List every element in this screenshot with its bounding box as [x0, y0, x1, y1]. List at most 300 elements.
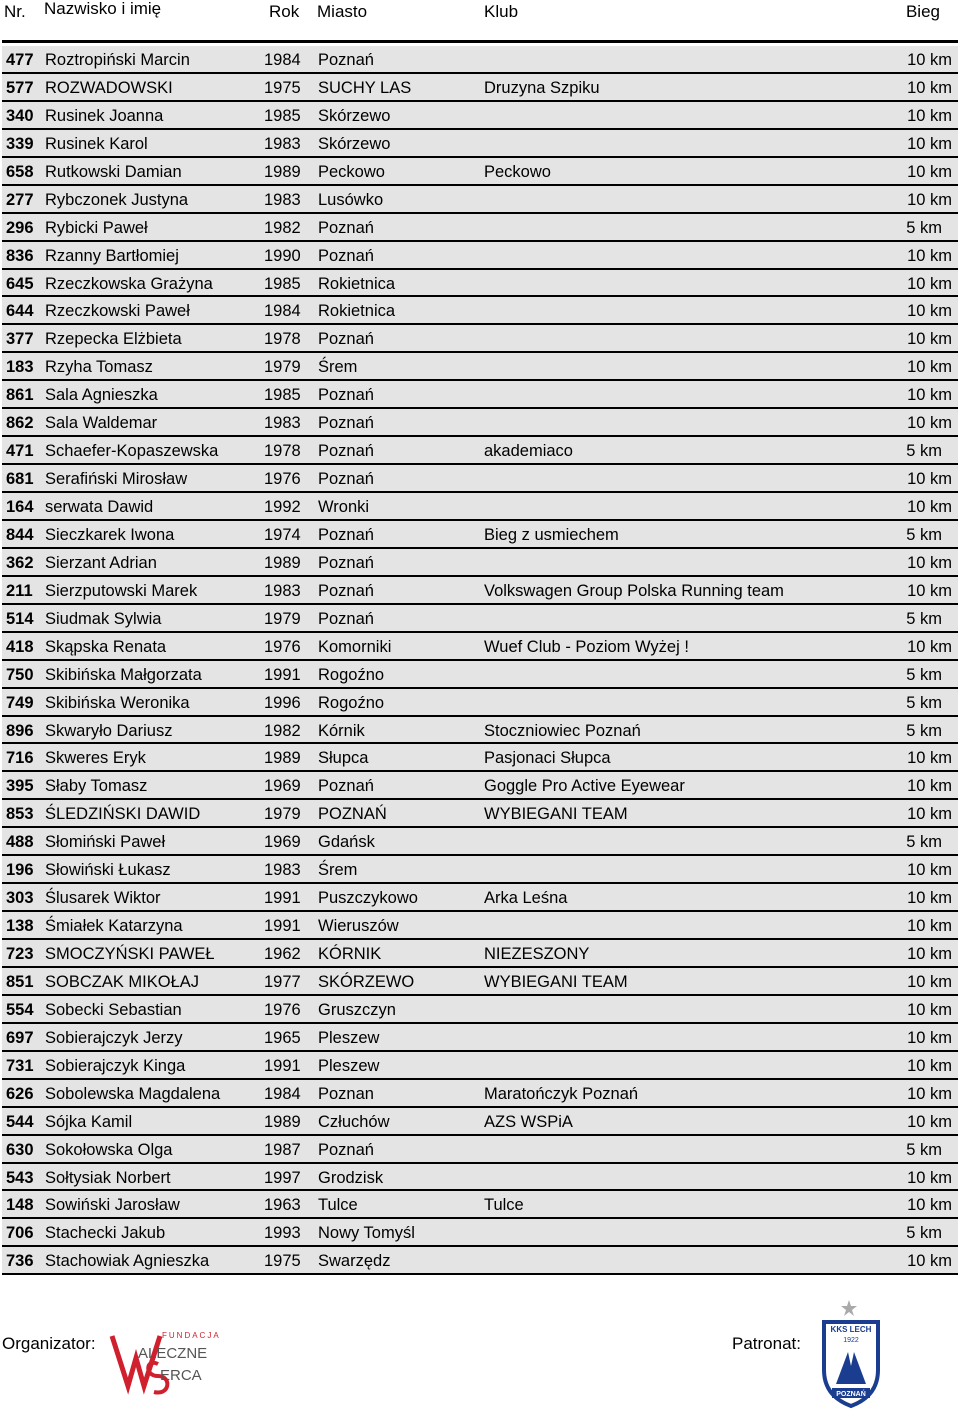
cell-run: 5 km — [906, 218, 942, 237]
cell-name: ŚLEDZIŃSKI DAWID — [45, 805, 201, 824]
cell-nr: 543 — [6, 1168, 34, 1187]
cell-club: Peckowo — [484, 162, 551, 181]
cell-name: Sierzant Adrian — [45, 553, 157, 572]
cell-name: Słomiński Paweł — [45, 833, 166, 852]
col-header-year: Rok — [269, 2, 300, 21]
table-row — [2, 884, 958, 912]
table-row — [2, 1080, 958, 1108]
cell-name: Rutkowski Damian — [45, 162, 182, 181]
cell-city: KÓRNIK — [318, 945, 382, 963]
table-row — [2, 158, 958, 186]
cell-year: 1983 — [264, 134, 301, 153]
cell-city: Poznań — [318, 470, 374, 489]
cell-name: Sobolewska Magdalena — [45, 1084, 221, 1103]
cell-year: 1969 — [264, 833, 301, 852]
cell-year: 1983 — [264, 581, 301, 600]
cell-name: SOBCZAK MIKOŁAJ — [45, 972, 200, 991]
organizer-label: Organizator: — [2, 1334, 96, 1353]
cell-run: 10 km — [907, 386, 952, 405]
cell-run: 10 km — [907, 78, 952, 97]
cell-city: Poznań — [318, 777, 374, 796]
cell-club: AZS WSPiA — [484, 1112, 573, 1131]
cell-nr: 731 — [6, 1056, 34, 1075]
cell-city: Lusówko — [318, 190, 384, 209]
cell-name: Ślusarek Wiktor — [45, 889, 161, 908]
cell-club: NIEZESZONY — [484, 945, 590, 963]
cell-nr: 723 — [6, 945, 34, 963]
cell-club: WYBIEGANI TEAM — [484, 972, 628, 991]
table-row — [2, 409, 958, 437]
cell-run: 10 km — [907, 861, 952, 880]
waleczne-serca-logo — [108, 1324, 221, 1404]
cell-name: Stachecki Jakub — [45, 1224, 166, 1243]
cell-year: 1976 — [264, 470, 301, 489]
cell-name: SMOCZYŃSKI PAWEŁ — [45, 945, 215, 963]
cell-nr: 716 — [6, 749, 34, 768]
organizer-logo-line2: ALECZNE — [138, 1345, 208, 1362]
table-row — [2, 1191, 958, 1219]
cell-club: Arka Leśna — [484, 889, 568, 908]
cell-club: akademiaco — [484, 442, 573, 461]
cell-nr: 488 — [6, 833, 34, 852]
cell-nr: 645 — [6, 274, 34, 293]
cell-city: Wieruszów — [318, 917, 399, 936]
cell-city: Gdańsk — [318, 833, 375, 852]
cell-year: 1989 — [264, 1112, 301, 1131]
cell-city: Skórzewo — [318, 134, 391, 153]
cell-nr: 630 — [6, 1140, 34, 1159]
cell-year: 1991 — [264, 1056, 301, 1075]
table-row — [2, 1052, 958, 1080]
cell-nr: 836 — [6, 246, 34, 265]
cell-city: Poznań — [318, 553, 374, 572]
cell-nr: 853 — [6, 805, 34, 824]
table-header — [0, 0, 960, 30]
cell-run: 10 km — [907, 637, 952, 656]
cell-year: 1984 — [264, 51, 301, 69]
cell-nr: 861 — [6, 386, 34, 405]
table-row — [2, 297, 958, 325]
cell-name: Stachowiak Agnieszka — [45, 1252, 210, 1271]
table-row — [2, 1108, 958, 1136]
cell-nr: 164 — [6, 498, 34, 516]
cell-run: 5 km — [906, 1224, 942, 1243]
cell-year: 1997 — [264, 1168, 301, 1187]
cell-run: 10 km — [907, 162, 952, 181]
cell-run: 10 km — [907, 51, 952, 69]
cell-year: 1987 — [264, 1140, 301, 1159]
cell-name: Siudmak Sylwia — [45, 609, 162, 628]
organizer-logo-line1: FUNDACJA — [162, 1331, 221, 1340]
cell-nr: 681 — [6, 470, 34, 489]
table-row — [2, 242, 958, 270]
cell-name: Słowiński Łukasz — [45, 861, 171, 880]
cell-nr: 706 — [6, 1224, 34, 1243]
cell-run: 10 km — [907, 917, 952, 936]
cell-name: Rzyha Tomasz — [45, 358, 153, 377]
table-row — [2, 521, 958, 549]
cell-name: Rzepecka Elżbieta — [45, 330, 182, 349]
cell-nr: 196 — [6, 861, 34, 880]
cell-name: serwata Dawid — [45, 498, 154, 516]
table-row — [2, 493, 958, 521]
cell-nr: 362 — [6, 553, 34, 572]
cell-year: 1979 — [264, 358, 301, 377]
cell-nr: 183 — [6, 358, 34, 377]
cell-run: 10 km — [907, 1252, 952, 1271]
cell-year: 1991 — [264, 889, 301, 908]
table-row — [2, 130, 958, 158]
table-row — [2, 717, 958, 745]
table-row — [2, 1024, 958, 1052]
cell-name: Skibińska Małgorzata — [45, 665, 202, 684]
cell-name: Rzanny Bartłomiej — [45, 246, 179, 265]
cell-run: 10 km — [907, 302, 952, 321]
col-header-city: Miasto — [317, 2, 368, 21]
table-row — [2, 186, 958, 214]
patron-logo-year: 1922 — [843, 1337, 859, 1344]
table-row — [2, 633, 958, 661]
cell-name: Sójka Kamil — [45, 1112, 133, 1131]
cell-run: 5 km — [906, 693, 942, 712]
cell-city: Poznań — [318, 609, 374, 628]
cell-year: 1979 — [264, 609, 301, 628]
cell-name: Roztropiński Marcin — [45, 51, 190, 69]
cell-year: 1975 — [264, 78, 301, 97]
cell-year: 1982 — [264, 721, 301, 740]
cell-club: Bieg z usmiechem — [484, 525, 619, 544]
table-row — [2, 270, 958, 298]
cell-name: Sala Agnieszka — [45, 386, 158, 405]
cell-nr: 471 — [6, 442, 34, 461]
table-row — [2, 353, 958, 381]
cell-run: 10 km — [907, 246, 952, 265]
cell-city: Puszczykowo — [318, 889, 418, 908]
cell-run: 10 km — [907, 106, 952, 125]
cell-run: 10 km — [907, 889, 952, 908]
cell-run: 5 km — [906, 665, 942, 684]
col-header-nr: Nr. — [4, 2, 26, 21]
table-row — [2, 996, 958, 1024]
cell-nr: 395 — [6, 777, 34, 796]
cell-year: 1969 — [264, 777, 301, 796]
cell-name: Skibińska Weronika — [45, 693, 190, 712]
cell-club: Maratończyk Poznań — [484, 1084, 639, 1103]
col-header-club: Klub — [484, 2, 519, 21]
cell-name: Sierzputowski Marek — [45, 581, 198, 600]
table-row — [2, 856, 958, 884]
table-row — [2, 1247, 958, 1275]
cell-year: 1990 — [264, 246, 301, 265]
cell-nr: 544 — [6, 1112, 34, 1131]
cell-run: 10 km — [907, 1196, 952, 1215]
cell-city: Wronki — [318, 498, 370, 516]
cell-run: 10 km — [907, 1168, 952, 1187]
cell-run: 10 km — [907, 1028, 952, 1047]
patron-logo-top: KKS LECH — [830, 1325, 872, 1334]
cell-city: Kórnik — [318, 721, 365, 740]
table-row — [2, 214, 958, 242]
cell-year: 1979 — [264, 805, 301, 824]
patron-label: Patronat: — [732, 1334, 801, 1353]
cell-club: Stoczniowiec Poznań — [484, 721, 641, 740]
cell-year: 1974 — [264, 525, 301, 544]
cell-city: Nowy Tomyśl — [318, 1224, 415, 1243]
cell-run: 5 km — [906, 1140, 942, 1159]
cell-run: 5 km — [906, 833, 942, 852]
cell-city: Śrem — [318, 358, 358, 377]
cell-year: 1989 — [264, 749, 301, 768]
cell-run: 10 km — [907, 470, 952, 489]
table-row — [2, 940, 958, 968]
cell-run: 10 km — [907, 972, 952, 991]
table-row — [2, 437, 958, 465]
cell-nr: 749 — [6, 693, 34, 712]
cell-run: 5 km — [906, 442, 942, 461]
cell-run: 10 km — [907, 190, 952, 209]
cell-run: 10 km — [907, 274, 952, 293]
cell-nr: 554 — [6, 1000, 34, 1019]
table-row — [2, 465, 958, 493]
cell-name: Skweres Eryk — [45, 749, 146, 768]
cell-nr: 148 — [6, 1196, 34, 1215]
patron-logo-bottom: POZNAŃ — [836, 1391, 866, 1398]
cell-name: Słaby Tomasz — [45, 777, 148, 796]
cell-club: Druzyna Szpiku — [484, 78, 600, 97]
cell-club: Goggle Pro Active Eyewear — [484, 777, 685, 796]
cell-nr: 296 — [6, 218, 34, 237]
cell-city: Peckowo — [318, 162, 385, 181]
table-row — [2, 577, 958, 605]
cell-club: Volkswagen Group Polska Running team — [484, 581, 784, 600]
cell-nr: 658 — [6, 162, 34, 181]
table-row — [2, 828, 958, 856]
cell-name: Schaefer-Kopaszewska — [45, 442, 219, 461]
cell-name: Sowiński Jarosław — [45, 1196, 180, 1215]
organizer-logo-line3: ERCA — [160, 1367, 202, 1384]
cell-run: 10 km — [907, 134, 952, 153]
cell-city: SUCHY LAS — [318, 78, 412, 97]
cell-year: 1985 — [264, 106, 301, 125]
table-row — [2, 1136, 958, 1164]
cell-city: Swarzędz — [318, 1252, 391, 1271]
cell-city: Poznań — [318, 386, 374, 405]
cell-name: Rybicki Paweł — [45, 218, 148, 237]
cell-nr: 697 — [6, 1028, 34, 1047]
table-row — [2, 46, 958, 74]
cell-year: 1989 — [264, 162, 301, 181]
cell-city: Słupca — [318, 749, 369, 768]
cell-city: Poznan — [318, 1084, 374, 1103]
cell-run: 5 km — [906, 609, 942, 628]
cell-nr: 626 — [6, 1084, 34, 1103]
cell-year: 1978 — [264, 330, 301, 349]
cell-city: Poznań — [318, 525, 374, 544]
cell-year: 1978 — [264, 442, 301, 461]
cell-name: Sala Waldemar — [45, 414, 158, 433]
cell-city: Poznań — [318, 414, 374, 433]
cell-nr: 477 — [6, 51, 34, 69]
cell-run: 10 km — [907, 553, 952, 572]
cell-name: Rusinek Joanna — [45, 106, 164, 125]
header-divider — [2, 40, 958, 43]
cell-city: Rogoźno — [318, 665, 385, 684]
cell-name: Skąpska Renata — [45, 637, 167, 656]
cell-year: 1985 — [264, 274, 301, 293]
cell-name: Sobecki Sebastian — [45, 1000, 182, 1019]
table-row — [2, 381, 958, 409]
cell-city: Pleszew — [318, 1056, 380, 1075]
cell-club: WYBIEGANI TEAM — [484, 805, 628, 824]
table-row — [2, 1219, 958, 1247]
cell-run: 10 km — [907, 1056, 952, 1075]
cell-year: 1993 — [264, 1224, 301, 1243]
cell-run: 5 km — [906, 525, 942, 544]
cell-name: Sobierajczyk Jerzy — [45, 1028, 183, 1047]
table-row — [2, 325, 958, 353]
results-table — [2, 46, 958, 1275]
table-row — [2, 74, 958, 102]
table-row — [2, 661, 958, 689]
cell-nr: 577 — [6, 78, 34, 97]
cell-nr: 736 — [6, 1252, 34, 1271]
cell-city: Tulce — [318, 1196, 358, 1215]
cell-year: 1992 — [264, 498, 301, 516]
cell-run: 10 km — [907, 945, 952, 963]
cell-city: Poznań — [318, 330, 374, 349]
cell-city: Rokietnica — [318, 302, 396, 321]
cell-run: 10 km — [907, 1000, 952, 1019]
cell-year: 1985 — [264, 386, 301, 405]
col-header-run: Bieg — [905, 2, 940, 21]
cell-name: Sieczkarek Iwona — [45, 525, 175, 544]
cell-nr: 211 — [6, 581, 33, 600]
cell-name: Rzeczkowski Paweł — [45, 302, 190, 321]
cell-city: Rogoźno — [318, 693, 385, 712]
cell-year: 1963 — [264, 1196, 301, 1215]
cell-city: SKÓRZEWO — [318, 972, 415, 991]
cell-nr: 303 — [6, 889, 34, 908]
cell-city: Poznań — [318, 51, 374, 69]
cell-city: Grodzisk — [318, 1168, 384, 1187]
cell-name: Sołtysiak Norbert — [45, 1168, 171, 1187]
cell-year: 1977 — [264, 972, 301, 991]
cell-city: Skórzewo — [318, 106, 391, 125]
cell-city: Poznań — [318, 218, 374, 237]
cell-year: 1984 — [264, 1084, 301, 1103]
cell-city: Człuchów — [318, 1112, 390, 1131]
cell-year: 1976 — [264, 637, 301, 656]
kks-lech-logo — [818, 1300, 884, 1410]
cell-name: Śmiałek Katarzyna — [45, 917, 183, 936]
cell-nr: 844 — [6, 525, 34, 544]
cell-city: Poznań — [318, 1140, 374, 1159]
cell-nr: 418 — [6, 637, 34, 656]
cell-nr: 340 — [6, 106, 34, 125]
table-row — [2, 912, 958, 940]
table-row — [2, 772, 958, 800]
cell-run: 10 km — [907, 330, 952, 349]
cell-nr: 644 — [6, 302, 34, 321]
cell-city: Komorniki — [318, 637, 392, 656]
table-row — [2, 549, 958, 577]
table-row — [2, 1164, 958, 1192]
cell-name: Skwaryło Dariusz — [45, 721, 173, 740]
cell-year: 1976 — [264, 1000, 301, 1019]
cell-city: Poznań — [318, 442, 374, 461]
cell-city: Gruszczyn — [318, 1000, 396, 1019]
cell-year: 1991 — [264, 665, 301, 684]
cell-nr: 339 — [6, 134, 34, 153]
table-row — [2, 968, 958, 996]
cell-run: 10 km — [907, 749, 952, 768]
cell-name: Rzeczkowska Grażyna — [45, 274, 213, 293]
cell-year: 1983 — [264, 190, 301, 209]
cell-nr: 377 — [6, 330, 34, 349]
cell-club: Pasjonaci Słupca — [484, 749, 611, 768]
table-row — [2, 102, 958, 130]
cell-year: 1984 — [264, 302, 301, 321]
cell-run: 10 km — [907, 1112, 952, 1131]
cell-city: Śrem — [318, 861, 358, 880]
cell-run: 10 km — [907, 777, 952, 796]
cell-nr: 862 — [6, 414, 34, 433]
cell-nr: 138 — [6, 917, 34, 936]
cell-year: 1962 — [264, 945, 301, 963]
cell-city: POZNAŃ — [318, 805, 387, 824]
cell-name: Serafiński Mirosław — [45, 470, 188, 489]
cell-nr: 851 — [6, 972, 34, 991]
col-header-name: Nazwisko i imię — [44, 0, 162, 18]
cell-name: ROZWADOWSKI — [45, 78, 173, 97]
cell-city: Poznań — [318, 246, 374, 265]
cell-club: Tulce — [484, 1196, 524, 1215]
cell-run: 10 km — [907, 1084, 952, 1103]
cell-run: 10 km — [907, 414, 952, 433]
cell-year: 1983 — [264, 861, 301, 880]
table-row — [2, 605, 958, 633]
cell-run: 5 km — [906, 721, 942, 740]
cell-nr: 514 — [6, 609, 34, 628]
cell-year: 1975 — [264, 1252, 301, 1271]
cell-name: Rybczonek Justyna — [45, 190, 189, 209]
cell-year: 1989 — [264, 553, 301, 572]
cell-nr: 896 — [6, 721, 34, 740]
cell-city: Pleszew — [318, 1028, 380, 1047]
cell-year: 1982 — [264, 218, 301, 237]
cell-year: 1965 — [264, 1028, 301, 1047]
cell-year: 1991 — [264, 917, 301, 936]
cell-run: 10 km — [907, 498, 952, 516]
cell-nr: 277 — [6, 190, 34, 209]
cell-run: 10 km — [907, 805, 952, 824]
cell-name: Sokołowska Olga — [45, 1140, 173, 1159]
cell-name: Rusinek Karol — [45, 134, 148, 153]
table-row — [2, 689, 958, 717]
footer — [0, 1300, 960, 1413]
table-row — [2, 800, 958, 828]
cell-run: 10 km — [907, 581, 952, 600]
cell-nr: 750 — [6, 665, 34, 684]
cell-run: 10 km — [907, 358, 952, 377]
table-row — [2, 744, 958, 772]
cell-year: 1983 — [264, 414, 301, 433]
cell-year: 1996 — [264, 693, 301, 712]
cell-name: Sobierajczyk Kinga — [45, 1056, 186, 1075]
cell-city: Poznań — [318, 581, 374, 600]
cell-club: Wuef Club - Poziom Wyżej ! — [484, 637, 689, 656]
cell-city: Rokietnica — [318, 274, 396, 293]
